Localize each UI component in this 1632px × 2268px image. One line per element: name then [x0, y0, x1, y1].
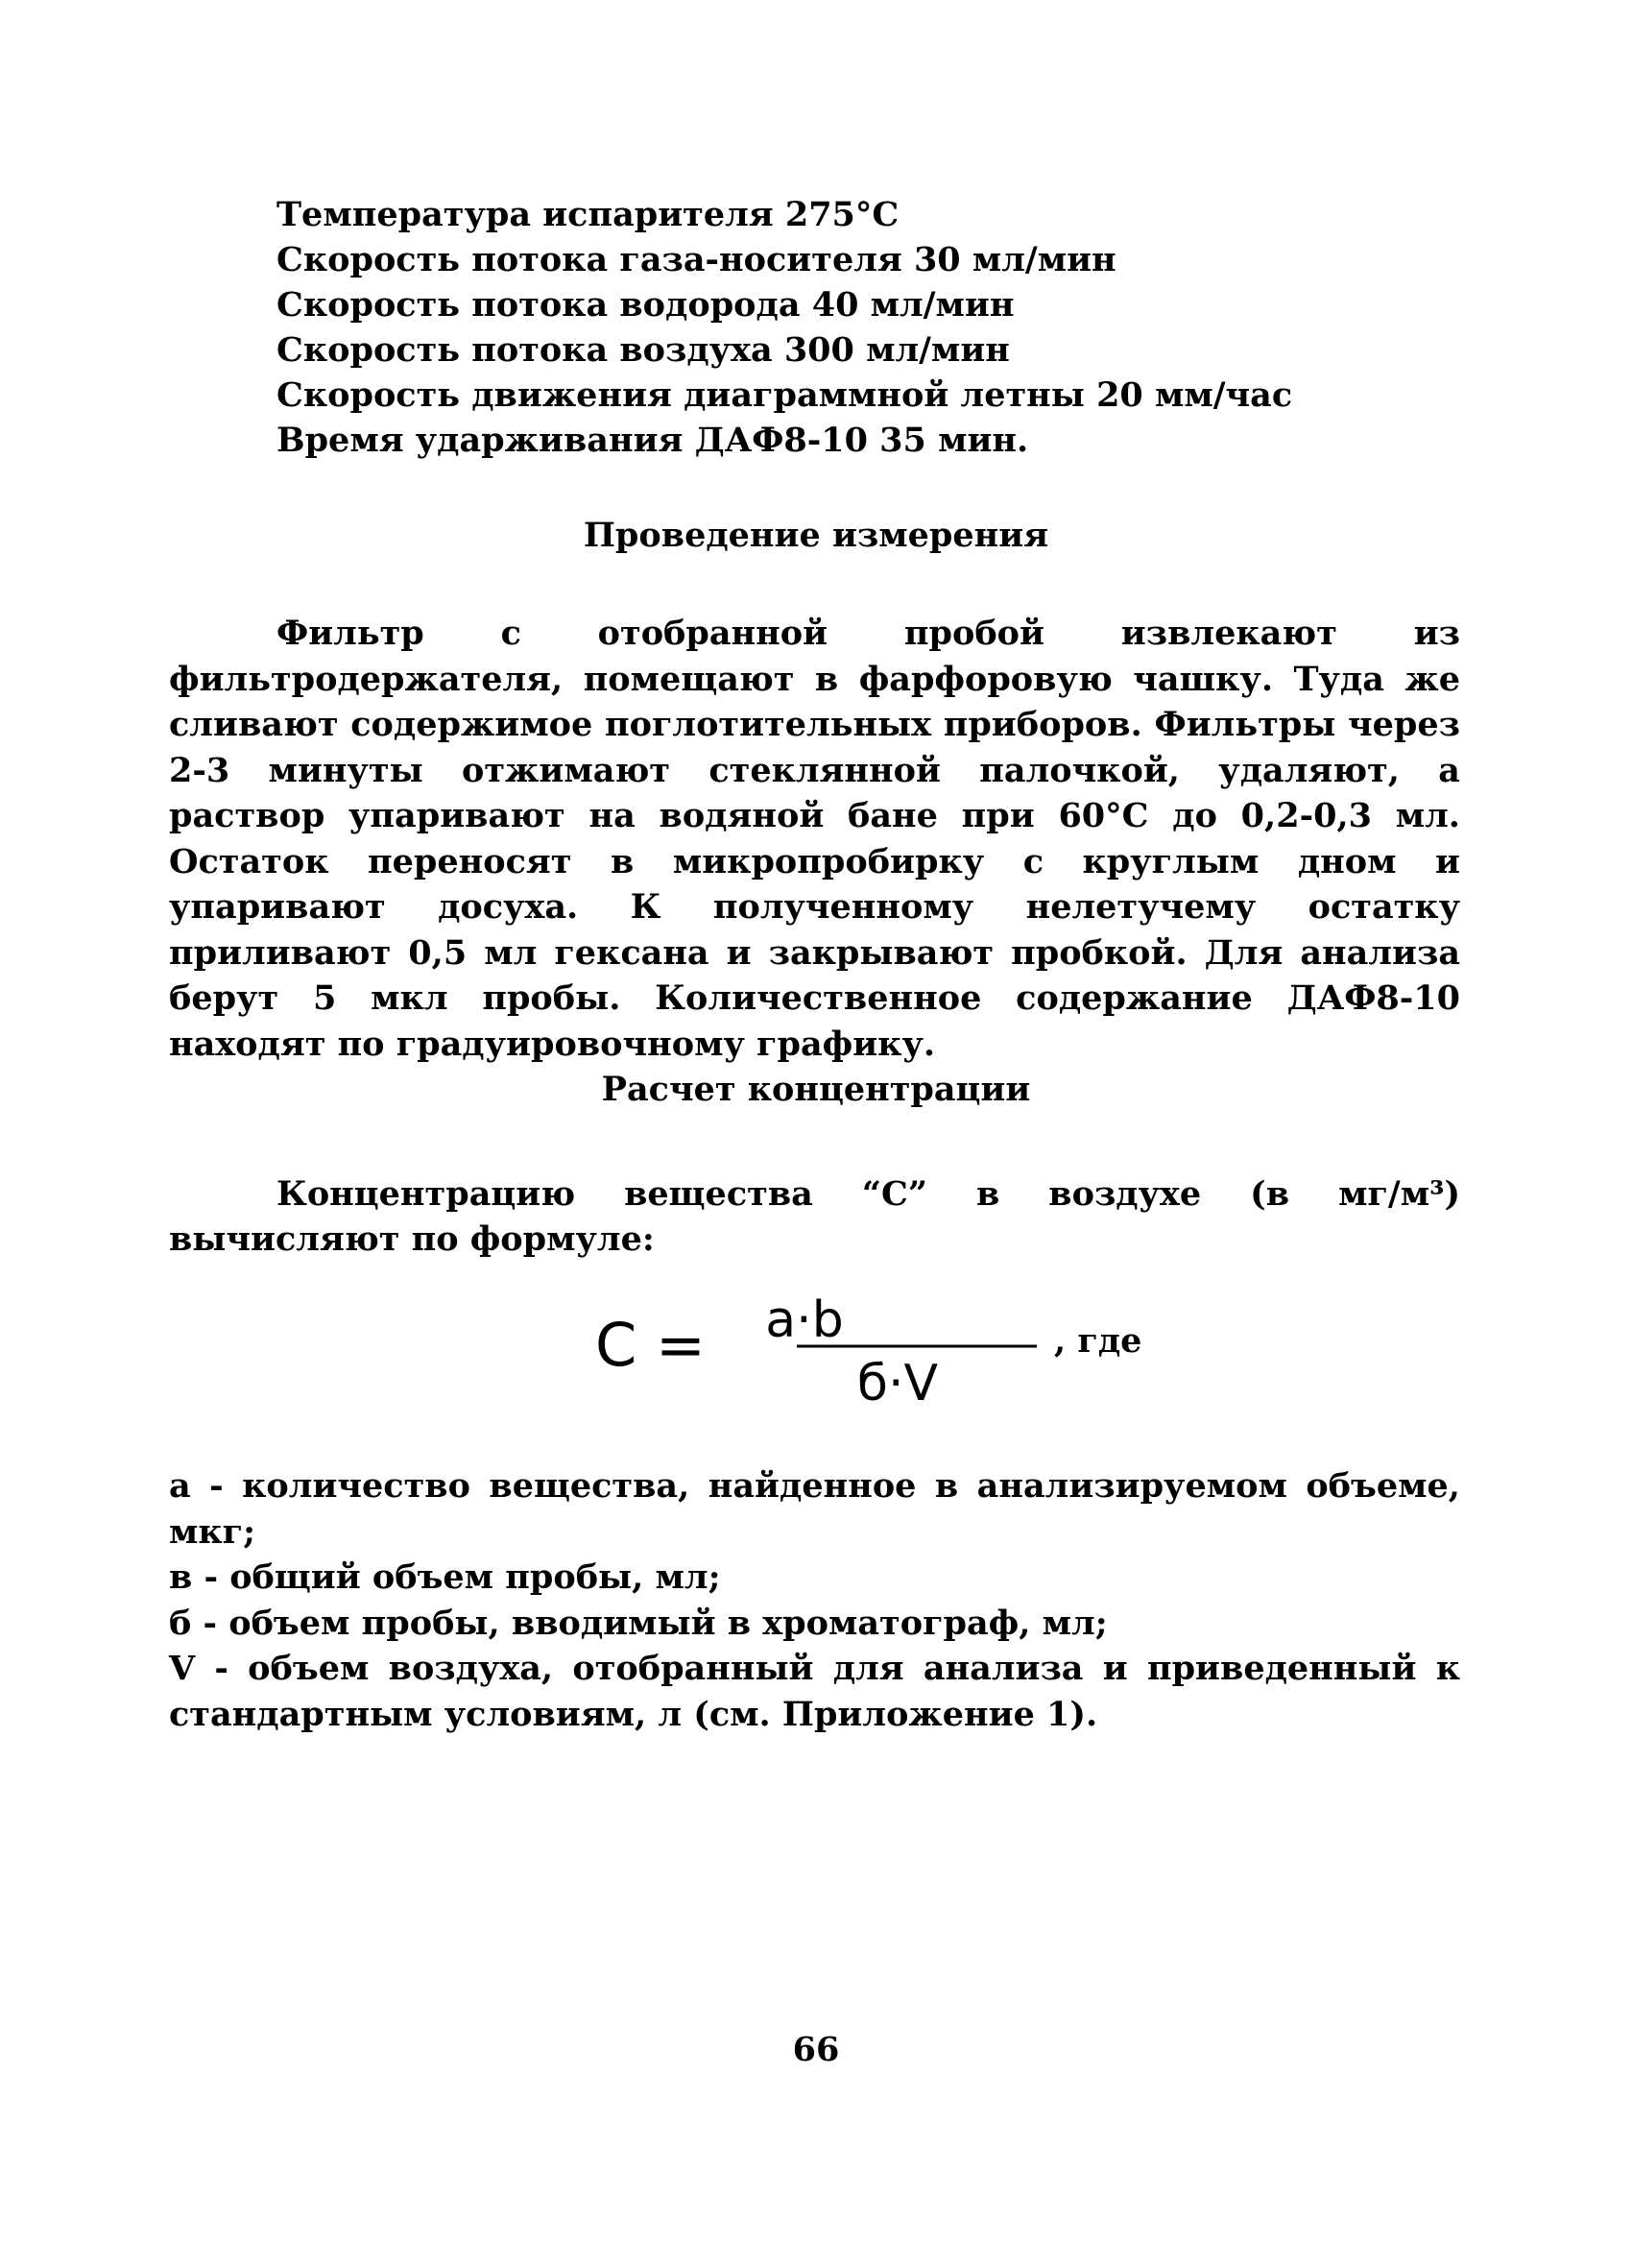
measurement-paragraph: Фильтр с отобранной пробой извлекают из фильтродержателя, помещают в фарфоровую чашку. Туда же сливают содержимое поглотительных приборов. Фильтры через 2-3 минуты отжимают стеклянной палочкой, удаляют, а раствор упаривают на водяной бане при 60°C до 0,2-0,3 мл. Остаток переносят в микропробирку с круглым дном и упаривают досуха. К полученному нелетучему остатку приливают 0,5 мл гексана и закрывают пробкой. Для анализа берут 5 мкл пробы. Количественное содержание ДАФ8-10 находят по градуировочному графику.	[169, 614, 1460, 1064]
formula-definitions	[169, 1463, 1460, 1737]
definition-volume: V - объем воздуха, отобранный для анализа и приведенный к стандартным условиям, л (см. Приложение 1).	[169, 1649, 1460, 1734]
definition-v: в - общий объем пробы, мл;	[169, 1557, 721, 1597]
param-line: Температура испарителя 275°C	[276, 195, 900, 234]
chromatography-parameters	[276, 192, 1380, 463]
formula-graphic	[595, 1248, 1056, 1421]
formula-where: , где	[1054, 1321, 1142, 1361]
param-line: Время ударживания ДАФ8-10 35 мин.	[276, 421, 1029, 460]
formula-numerator: a·b	[765, 1291, 844, 1349]
param-line: Скорость движения диаграммной летны 20 мм/час	[276, 375, 1293, 415]
definition-a: а - количество вещества, найденное в анализируемом объеме, мкг;	[169, 1466, 1460, 1552]
section-heading-measurement: Проведение измерения	[583, 516, 1049, 555]
definition-b: б - объем пробы, вводимый в хроматограф, мл;	[169, 1603, 1108, 1643]
param-line: Скорость потока газа-носителя 30 мл/мин	[276, 240, 1116, 279]
section-heading-calculation: Расчет концентрации	[601, 1070, 1031, 1109]
param-line: Скорость потока воздуха 300 мл/мин	[276, 330, 1010, 370]
formula-denominator: б·V	[856, 1355, 939, 1412]
page-number: 66	[792, 2030, 840, 2069]
formula-intro: Концентрацию вещества “C” в воздухе (в мг/м³) вычисляют по формуле:	[169, 1174, 1460, 1259]
param-line: Скорость потока водорода 40 мл/мин	[276, 285, 1015, 325]
formula-lhs: C =	[595, 1310, 706, 1380]
